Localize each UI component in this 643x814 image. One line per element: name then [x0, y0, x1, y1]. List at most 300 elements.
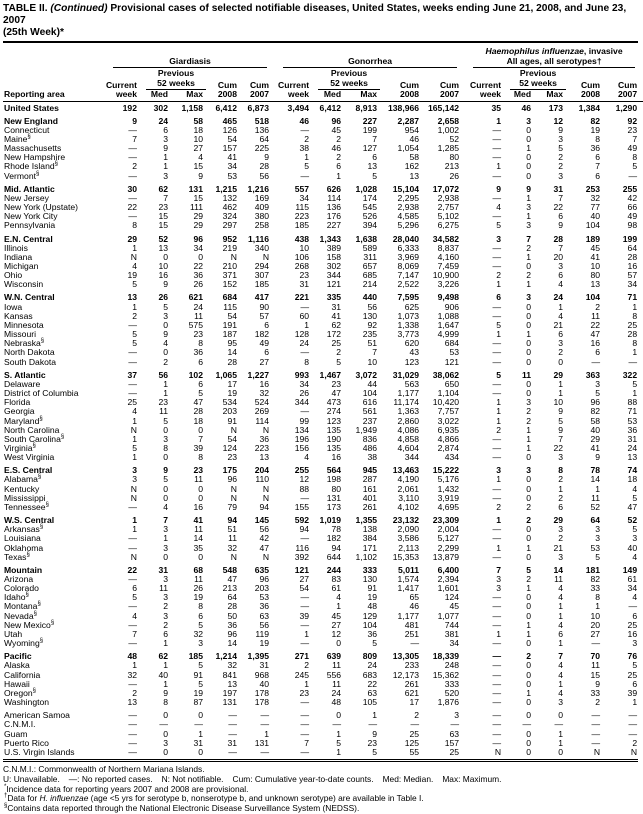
value-cell: 5	[198, 660, 203, 671]
table-row	[3, 584, 643, 593]
reporting-area-cell: Virginia§	[4, 442, 36, 453]
value-cell: 1	[558, 678, 564, 689]
reporting-area-cell: American Samoa	[4, 710, 70, 721]
reporting-area-cell: New Mexico§	[4, 619, 55, 630]
reporting-area-cell: Rhode Island§	[4, 161, 58, 172]
value-cell: 34	[449, 638, 460, 649]
value-cell: 48	[127, 651, 137, 662]
value-cell: 1	[496, 397, 502, 408]
value-cell: 47	[627, 501, 638, 512]
footnote-hflu: †Data for H. influenzae (age <5 yrs for serotype b, nonserotype b, and unknown serotype) are available in Table I.	[4, 793, 424, 804]
reporting-area-cell: New Jersey	[4, 192, 49, 203]
value-cell: —	[128, 710, 137, 721]
value-cell: 809	[362, 651, 378, 662]
value-cell: 6,412	[215, 102, 237, 113]
value-cell: 1,177	[397, 388, 420, 399]
value-cell: 33	[590, 687, 601, 698]
table-row	[3, 534, 643, 543]
value-cell: 47	[193, 397, 203, 408]
value-cell: 3	[163, 610, 168, 621]
table-row	[3, 739, 643, 748]
value-cell: N	[130, 424, 137, 435]
value-cell: 3	[558, 697, 564, 708]
value-cell: 9	[595, 452, 601, 463]
value-cell: 29	[590, 433, 601, 444]
value-cell: 192	[122, 102, 137, 113]
table-body	[3, 101, 643, 757]
value-cell: 2	[304, 133, 310, 144]
value-cell: 2,004	[437, 524, 460, 535]
value-cell: 9,498	[437, 292, 460, 303]
value-cell: 17	[227, 378, 237, 389]
value-cell: 197	[222, 687, 237, 698]
value-cell: 1	[336, 728, 342, 739]
value-cell: 340	[254, 242, 270, 253]
value-cell: 39	[299, 610, 310, 621]
value-cell: 684	[222, 292, 237, 303]
value-cell: 333	[444, 678, 460, 689]
value-cell: 7	[163, 515, 168, 526]
table-row	[3, 407, 643, 416]
value-cell: 1	[198, 728, 203, 739]
value-cell: 31,029	[392, 369, 420, 380]
value-cell: 2	[558, 161, 564, 172]
value-cell: 53	[590, 542, 601, 553]
reporting-area-cell: Nevada§	[4, 610, 37, 621]
value-cell: 40	[259, 678, 270, 689]
value-cell: 74	[627, 465, 638, 476]
value-cell: 96	[331, 115, 342, 126]
value-cell: 53	[627, 415, 638, 426]
value-cell: 46	[331, 143, 342, 154]
value-cell: 23,132	[392, 515, 420, 526]
value-cell: 17	[409, 697, 420, 708]
value-cell: 1,432	[437, 483, 460, 494]
value-cell: 4	[336, 592, 342, 603]
value-cell: N	[494, 746, 502, 757]
value-cell: —	[492, 338, 502, 349]
hflu-previous-52-weeks-header: Previous 52 weeks	[507, 68, 569, 90]
value-cell: —	[492, 660, 502, 671]
value-cell: 8	[163, 697, 168, 708]
value-cell: 1	[132, 301, 137, 312]
value-cell: 77	[590, 202, 601, 213]
value-cell: 6	[558, 270, 564, 281]
value-cell: —	[492, 551, 502, 562]
value-cell: 221	[294, 292, 310, 303]
value-cell: 161	[362, 483, 378, 494]
value-cell: 1	[496, 515, 502, 526]
reporting-area-cell: New Hampshire	[4, 152, 66, 163]
value-cell: 3,072	[355, 369, 378, 380]
value-cell: 3	[558, 261, 564, 271]
value-cell: 23	[193, 329, 203, 340]
value-cell: 0	[526, 638, 532, 649]
value-cell: 4	[558, 279, 564, 290]
value-cell: —	[492, 442, 502, 453]
table-row	[3, 262, 643, 271]
value-cell: 138,966	[387, 102, 420, 113]
value-cell: 380	[254, 211, 270, 222]
value-cell: 21	[553, 542, 564, 553]
table-row	[3, 389, 643, 398]
footnote-cnmi: C.N.M.I.: Commonwealth of Northern Mariana Islands.	[3, 763, 205, 774]
value-cell: 650	[444, 378, 460, 389]
value-cell: 96	[227, 474, 237, 485]
value-cell: 6	[163, 124, 168, 135]
value-cell: 203	[254, 583, 270, 594]
value-cell: 7	[558, 433, 564, 444]
value-cell: 1	[526, 192, 532, 203]
value-cell: 2,860	[397, 415, 420, 426]
value-cell: 124	[222, 442, 237, 453]
value-cell: 20	[590, 619, 601, 630]
value-cell: 26	[449, 170, 460, 181]
value-cell: 6,412	[319, 102, 342, 113]
value-cell: —	[128, 378, 137, 389]
value-cell: 0	[163, 347, 168, 358]
value-cell: 5	[336, 737, 342, 748]
value-cell: 2	[132, 687, 137, 698]
value-cell: 8	[304, 356, 310, 367]
value-cell: 56	[367, 301, 378, 312]
value-cell: 63	[449, 728, 460, 739]
value-cell: 41	[590, 251, 601, 262]
value-cell: 13	[409, 170, 420, 181]
value-cell: —	[128, 638, 137, 649]
value-cell: 3	[558, 170, 564, 181]
value-cell: 29	[127, 233, 137, 244]
value-cell: 78	[590, 465, 601, 476]
reporting-area-cell: Guam	[4, 728, 28, 739]
value-cell: 5	[198, 678, 203, 689]
value-cell: 13,463	[392, 465, 420, 476]
value-cell: N	[130, 251, 137, 262]
value-cell: 9	[526, 183, 532, 194]
value-cell: 2	[595, 301, 601, 312]
value-cell: —	[228, 728, 237, 739]
value-cell: 27	[331, 619, 342, 630]
value-cell: 94	[331, 542, 342, 553]
value-cell: —	[128, 347, 137, 358]
value-cell: 1,227	[247, 369, 270, 380]
value-cell: 121	[444, 356, 460, 367]
value-cell: 19	[193, 687, 203, 698]
value-cell: —	[128, 124, 137, 135]
value-cell: 46	[521, 102, 532, 113]
value-cell: 1,214	[215, 651, 237, 662]
value-cell: 35	[491, 102, 502, 113]
value-cell: 39	[193, 442, 203, 453]
value-cell: —	[300, 697, 310, 708]
value-cell: 1,363	[397, 406, 420, 417]
value-cell: 5	[132, 338, 137, 349]
value-cell: 0	[526, 524, 532, 535]
value-cell: 6	[496, 292, 502, 303]
value-cell: 1	[558, 378, 564, 389]
table-row	[3, 544, 643, 553]
table-row	[3, 162, 643, 171]
table-row	[3, 475, 643, 484]
value-cell: 9	[163, 465, 168, 476]
value-cell: N	[262, 251, 270, 262]
value-cell: 1	[526, 619, 532, 630]
value-cell: —	[300, 406, 310, 417]
value-cell: N	[230, 424, 237, 435]
value-cell: 2	[163, 601, 168, 612]
value-cell: —	[128, 533, 137, 544]
value-cell: 1	[558, 388, 564, 399]
value-cell: 7	[558, 242, 564, 253]
value-cell: 13	[627, 452, 638, 463]
value-cell: 2	[526, 651, 532, 662]
table-row	[3, 194, 643, 203]
value-cell: 16	[331, 452, 342, 463]
value-cell: 3,773	[397, 329, 420, 340]
value-cell: 4,999	[437, 329, 460, 340]
value-cell: 62	[331, 319, 342, 330]
value-cell: 34	[299, 378, 310, 389]
value-cell: 11	[194, 574, 203, 584]
value-cell: 1	[526, 424, 532, 435]
value-cell: —	[492, 310, 502, 321]
value-cell: 91	[193, 669, 203, 680]
value-cell: 2	[496, 501, 502, 512]
footnote-legend: U: Unavailable. —: No reported cases. N: Not notifiable. Cum: Cumulative year-to-date counts. Med: Median. Max: Maximum.	[3, 773, 502, 784]
title-rule	[3, 41, 638, 43]
value-cell: 1,158	[181, 102, 203, 113]
value-cell: 28	[627, 251, 638, 262]
value-cell: 5	[595, 388, 601, 399]
value-cell: 685	[362, 270, 378, 281]
value-cell: 4	[558, 619, 564, 630]
value-cell: 13	[158, 242, 168, 253]
value-cell: 187	[222, 329, 237, 340]
table-row	[3, 101, 643, 113]
value-cell: 5,011	[398, 564, 420, 575]
value-cell: 5	[595, 551, 601, 562]
table-row	[3, 494, 643, 503]
value-cell: 1	[336, 170, 342, 181]
value-cell: —	[159, 719, 168, 730]
value-cell: 198	[326, 474, 342, 485]
value-cell: 32	[227, 542, 237, 553]
value-cell: 1	[496, 628, 502, 639]
value-cell: 9	[264, 152, 270, 163]
value-cell: 191	[222, 319, 237, 330]
value-cell: 438	[294, 233, 310, 244]
value-cell: 2	[304, 660, 310, 671]
value-cell: 271	[294, 651, 310, 662]
value-cell: 7	[132, 628, 137, 639]
value-cell: 3	[526, 397, 532, 408]
value-cell: 121	[326, 279, 342, 290]
value-cell: 8	[595, 592, 601, 603]
value-cell: —	[128, 746, 137, 757]
value-cell: 6	[336, 161, 342, 172]
table-row	[3, 503, 643, 512]
value-cell: 10,900	[432, 270, 460, 281]
value-cell: 2,658	[437, 115, 460, 126]
value-cell: 114	[255, 415, 270, 426]
table-row	[3, 698, 643, 707]
value-cell: 9	[132, 115, 137, 126]
reporting-area-cell: North Carolina	[4, 424, 60, 435]
reporting-area-cell: Massachusetts	[4, 143, 62, 154]
value-cell: 9	[198, 170, 203, 181]
value-cell: 589	[362, 242, 378, 253]
value-cell: 0	[526, 261, 532, 271]
value-cell: 1	[132, 433, 137, 444]
value-cell: 2	[414, 710, 420, 721]
disease-table	[3, 44, 643, 757]
value-cell: 274	[326, 406, 342, 417]
value-cell: 248	[444, 660, 460, 671]
value-cell: 462	[222, 202, 237, 213]
value-cell: 19	[367, 592, 378, 603]
value-cell: —	[492, 170, 502, 181]
value-cell: —	[128, 388, 137, 399]
value-cell: 4,585	[397, 211, 420, 222]
value-cell: 344	[404, 452, 420, 463]
reporting-area-cell: Maine§	[4, 133, 31, 144]
value-cell: —	[492, 483, 502, 494]
value-cell: 28	[193, 406, 203, 417]
value-cell: 1,638	[355, 233, 378, 244]
value-cell: 33	[590, 583, 601, 594]
value-cell: 47	[259, 542, 270, 553]
value-cell: 417	[254, 292, 270, 303]
value-cell: 1,077	[437, 610, 460, 621]
value-cell: 1	[163, 161, 168, 172]
value-cell: 4	[163, 338, 168, 349]
hflu-header: Haemophilus influenzae, invasive All ages, all serotypes†	[465, 44, 643, 68]
value-cell: 683	[362, 669, 378, 680]
value-cell: 32	[227, 660, 237, 671]
table-row	[3, 321, 643, 330]
value-cell: 185	[294, 220, 310, 231]
value-cell: —	[522, 719, 532, 730]
value-cell: 181	[585, 564, 601, 575]
value-cell: 65	[409, 592, 420, 603]
value-cell: 38	[367, 452, 378, 463]
value-cell: 0	[526, 161, 532, 172]
reporting-area-cell: Georgia	[4, 406, 35, 417]
reporting-area-cell: Pennsylvania	[4, 220, 56, 231]
value-cell: 1	[632, 301, 638, 312]
value-cell: 190	[326, 433, 342, 444]
value-cell: 9	[595, 678, 601, 689]
value-cell: 14	[227, 347, 237, 358]
hflu-current-week-header: Current week	[465, 68, 507, 101]
value-cell: 3	[496, 465, 502, 476]
value-cell: 22	[127, 202, 137, 213]
value-cell: 6	[632, 610, 638, 621]
value-cell: 18	[193, 124, 203, 135]
value-cell: 3	[163, 170, 168, 181]
value-cell: 235	[362, 329, 378, 340]
value-cell: 1,338	[397, 319, 420, 330]
table-row	[3, 348, 643, 357]
value-cell: 324	[222, 211, 237, 222]
value-cell: 3	[558, 338, 564, 349]
table-title	[3, 3, 638, 39]
value-cell: 4,086	[397, 424, 420, 435]
value-cell: 3	[558, 452, 564, 463]
value-cell: —	[492, 592, 502, 603]
reporting-area-header: Reporting area	[3, 44, 105, 101]
value-cell: —	[300, 124, 310, 135]
value-cell: 0	[163, 710, 168, 721]
table-row	[3, 113, 643, 126]
value-cell: 0	[526, 452, 532, 463]
value-cell: 12	[299, 474, 310, 485]
value-cell: 178	[254, 687, 270, 698]
value-cell: 2,090	[397, 524, 420, 535]
value-cell: —	[591, 638, 601, 649]
value-cell: 1,073	[397, 310, 420, 321]
value-cell: 4	[558, 660, 564, 671]
value-cell: 465	[222, 115, 237, 126]
value-cell: 61	[331, 583, 342, 594]
value-cell: 80	[590, 270, 601, 281]
value-cell: 16	[627, 628, 638, 639]
value-cell: 62	[158, 651, 168, 662]
value-cell: 15	[590, 669, 601, 680]
value-cell: 5	[632, 492, 638, 503]
value-cell: 98	[627, 220, 638, 231]
value-cell: 14	[553, 564, 564, 575]
table-row	[3, 525, 643, 534]
value-cell: 64	[227, 592, 237, 603]
value-cell: —	[492, 687, 502, 698]
value-cell: 0	[558, 356, 564, 367]
value-cell: 131	[222, 697, 237, 708]
value-cell: 64	[259, 133, 270, 144]
table-row	[3, 553, 643, 562]
value-cell: 87	[193, 697, 203, 708]
value-cell: 0	[526, 697, 532, 708]
value-cell: 1,102	[355, 551, 378, 562]
value-cell: 25	[627, 319, 638, 330]
value-cell: 255	[622, 183, 638, 194]
value-cell: 6	[264, 347, 270, 358]
reporting-area-cell: Kentucky	[4, 483, 40, 494]
value-cell: 27	[193, 143, 203, 154]
value-cell: 5	[496, 220, 502, 231]
value-cell: 96	[259, 574, 270, 584]
value-cell: 36	[627, 424, 638, 435]
value-cell: 9	[163, 143, 168, 154]
value-cell: 287	[362, 474, 378, 485]
value-cell: 0	[526, 152, 532, 163]
value-cell: 31	[299, 279, 310, 290]
value-cell: 10	[590, 261, 601, 271]
value-cell: 5	[632, 378, 638, 389]
value-cell: —	[492, 728, 502, 739]
value-cell: —	[591, 728, 601, 739]
value-cell: —	[492, 719, 502, 730]
value-cell: —	[492, 452, 502, 463]
value-cell: 124	[444, 592, 460, 603]
value-cell: 29	[193, 211, 203, 222]
value-cell: 3	[526, 292, 532, 303]
value-cell: 10	[193, 133, 203, 144]
value-cell: 79	[227, 501, 237, 512]
table-row	[3, 417, 643, 426]
value-cell: 258	[254, 220, 270, 231]
value-cell: 0	[163, 728, 168, 739]
